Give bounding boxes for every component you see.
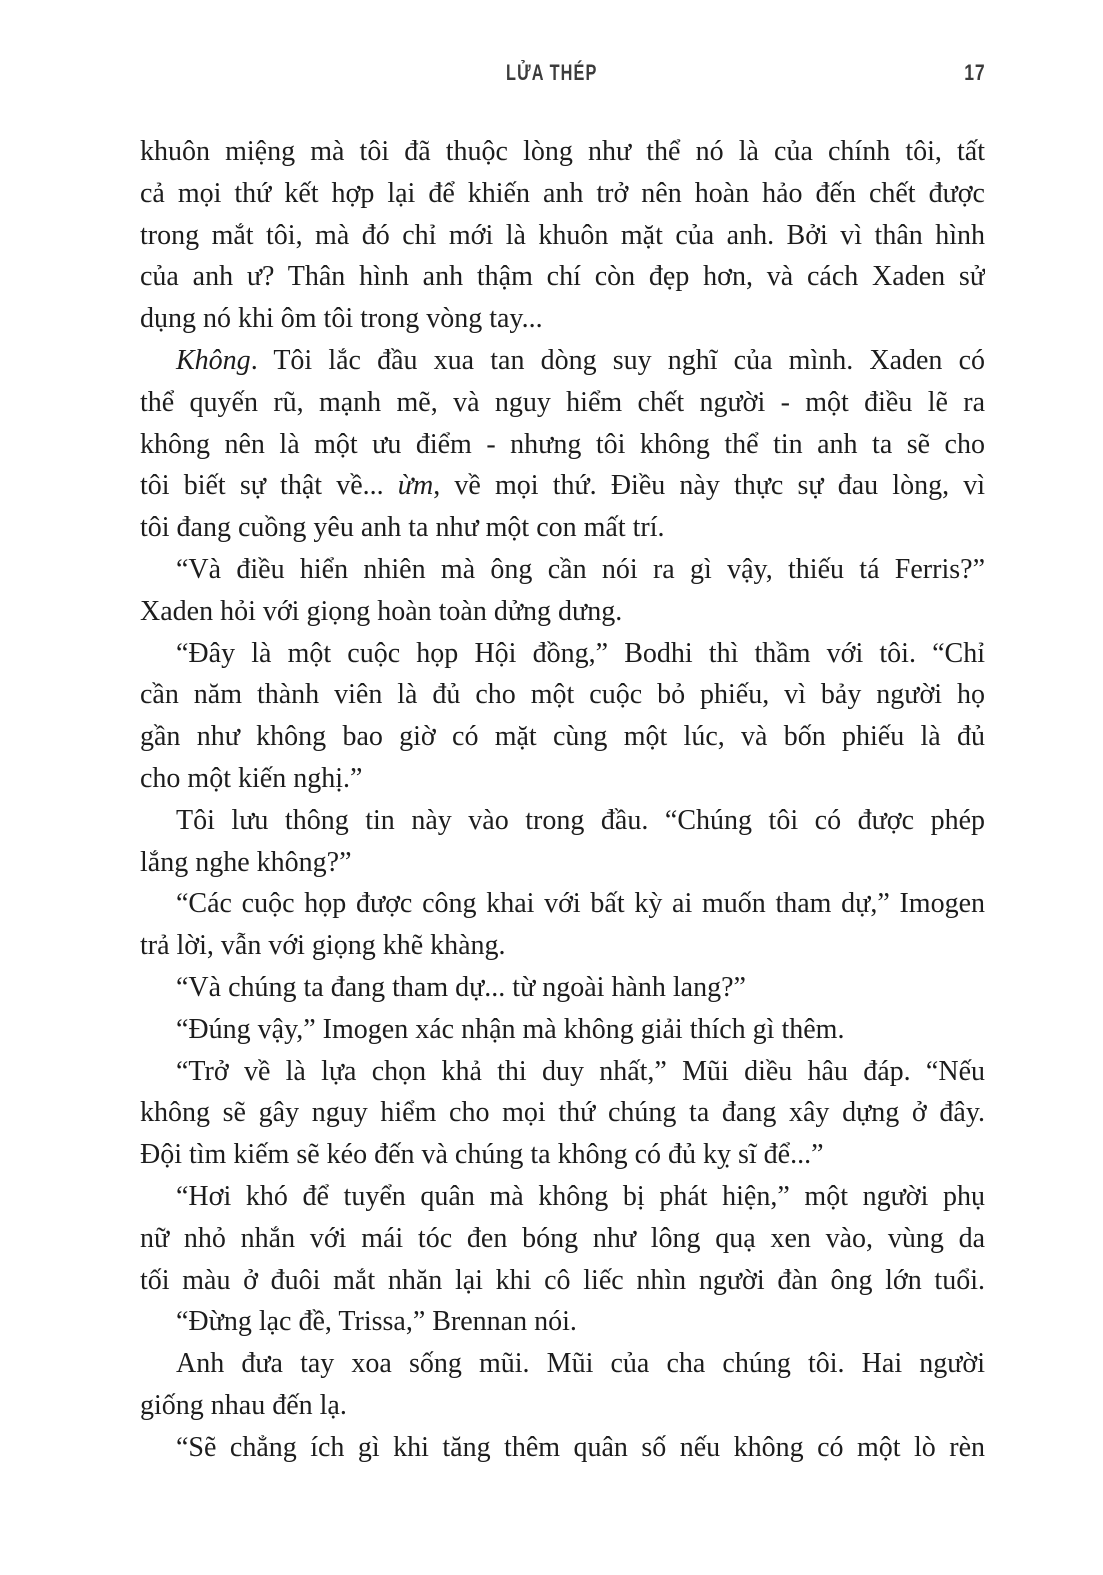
text-segment: Đội tìm kiếm sẽ kéo đến và chúng ta không có đủ kỵ sĩ để...” <box>140 1139 824 1171</box>
text-line <box>140 842 985 884</box>
text-line <box>140 1385 985 1427</box>
text-segment: tôi đang cuồng yêu anh ta như một con mất trí. <box>140 512 665 544</box>
text-segment: “Và chúng ta đang tham dự... từ ngoài hành lang?” <box>176 971 746 1003</box>
text-segment: khuôn miệng mà tôi đã thuộc lòng như thể nó là của chính tôi, tất <box>140 136 985 167</box>
text-line <box>140 549 985 591</box>
page-number-text: 17 <box>963 60 985 85</box>
text-segment: “Đây là một cuộc họp Hội đồng,” Bodhi thì thầm với tôi. “Chỉ <box>176 637 985 669</box>
text-line <box>140 298 985 340</box>
text-segment: không nên là một ưu điểm - nhưng tôi không thể tin anh ta sẽ cho <box>140 428 985 460</box>
text-segment-italic: ừm <box>397 470 434 502</box>
text-segment: gần như không bao giờ có mặt cùng một lúc, và bốn phiếu là đủ <box>140 721 985 753</box>
text-line <box>140 215 985 257</box>
text-segment: Anh đưa tay xoa sống mũi. Mũi của cha chúng tôi. Hai người <box>176 1348 985 1380</box>
text-segment: , về mọi thứ. Điều này thực sự đau lòng, vì <box>433 470 985 502</box>
text-line <box>140 883 985 925</box>
running-head-title-text: LỬA THÉP <box>505 60 598 85</box>
text-segment: Tôi lưu thông tin này vào trong đầu. “Chúng tôi có được phép <box>176 804 985 836</box>
text-segment-italic: Không <box>176 344 251 376</box>
text-line <box>140 1301 985 1343</box>
text-line <box>140 1009 985 1051</box>
text-line <box>140 925 985 967</box>
text-line <box>140 758 985 800</box>
text-segment: lắng nghe không?” <box>140 846 352 878</box>
text-line <box>140 591 985 633</box>
text-segment: cho một kiến nghị.” <box>140 762 363 794</box>
text-segment: “Sẽ chẳng ích gì khi tăng thêm quân số nếu không có một lò rèn <box>176 1431 985 1463</box>
text-line <box>140 1343 985 1385</box>
text-segment: . Tôi lắc đầu xua tan dòng suy nghĩ của mình. Xaden có <box>250 344 985 376</box>
text-line <box>140 1134 985 1176</box>
text-line <box>140 633 985 675</box>
text-line <box>140 256 985 298</box>
text-segment: “Trở về là lựa chọn khả thi duy nhất,” Mũi diều hâu đáp. “Nếu <box>176 1055 985 1087</box>
text-line <box>140 507 985 549</box>
text-segment: “Các cuộc họp được công khai với bất kỳ ai muốn tham dự,” Imogen <box>176 888 985 920</box>
text-line <box>140 340 985 382</box>
text-line <box>140 1260 985 1302</box>
text-segment: “Đừng lạc đề, Trissa,” Brennan nói. <box>176 1306 577 1338</box>
text-segment: “Và điều hiển nhiên mà ông cần nói ra gì vậy, thiếu tá Ferris?” <box>176 553 985 585</box>
text-line <box>140 1051 985 1093</box>
text-segment: không sẽ gây nguy hiểm cho mọi thứ chúng ta đang xây dựng ở đây. <box>140 1097 985 1129</box>
text-segment: của anh ư? Thân hình anh thậm chí còn đẹp hơn, và cách Xaden sử <box>140 261 985 293</box>
text-segment: tôi biết sự thật về... <box>140 470 398 502</box>
text-line <box>140 382 985 424</box>
text-segment: “Đúng vậy,” Imogen xác nhận mà không giải thích gì thêm. <box>176 1013 845 1045</box>
text-line <box>140 1092 985 1134</box>
text-line <box>140 800 985 842</box>
text-segment: thể quyến rũ, mạnh mẽ, và nguy hiểm chết người - một điều lẽ ra <box>140 386 985 418</box>
text-line <box>140 1218 985 1260</box>
text-segment: “Hơi khó để tuyển quân mà không bị phát hiện,” một người phụ <box>176 1180 985 1212</box>
text-segment: cần năm thành viên là đủ cho một cuộc bỏ phiếu, vì bảy người họ <box>140 679 985 711</box>
text-segment: trong mắt tôi, mà đó chỉ mới là khuôn mặt của anh. Bởi vì thân hình <box>140 219 985 251</box>
text-segment: cả mọi thứ kết hợp lại để khiến anh trở nên hoàn hảo đến chết được <box>140 177 985 209</box>
text-segment: dụng nó khi ôm tôi trong vòng tay... <box>140 303 543 335</box>
running-head-title <box>0 60 1103 86</box>
text-line <box>140 424 985 466</box>
text-line <box>140 465 985 507</box>
text-line <box>140 967 985 1009</box>
text-segment: nữ nhỏ nhắn với mái tóc đen bóng như lông quạ xen vào, vùng da <box>140 1222 985 1254</box>
text-line <box>140 131 985 173</box>
text-segment: giống nhau đến lạ. <box>140 1389 347 1421</box>
text-line <box>140 173 985 215</box>
text-body <box>140 131 985 1469</box>
page-header <box>0 60 1103 86</box>
text-line <box>140 674 985 716</box>
text-line <box>140 716 985 758</box>
text-segment: tối màu ở đuôi mắt nhăn lại khi cô liếc nhìn người đàn ông lớn tuổi. <box>140 1264 985 1296</box>
text-line <box>140 1176 985 1218</box>
page-number <box>959 60 985 86</box>
text-segment: Xaden hỏi với giọng hoàn toàn dửng dưng. <box>140 595 623 627</box>
text-segment: trả lời, vẫn với giọng khẽ khàng. <box>140 930 506 962</box>
text-line <box>140 1427 985 1469</box>
